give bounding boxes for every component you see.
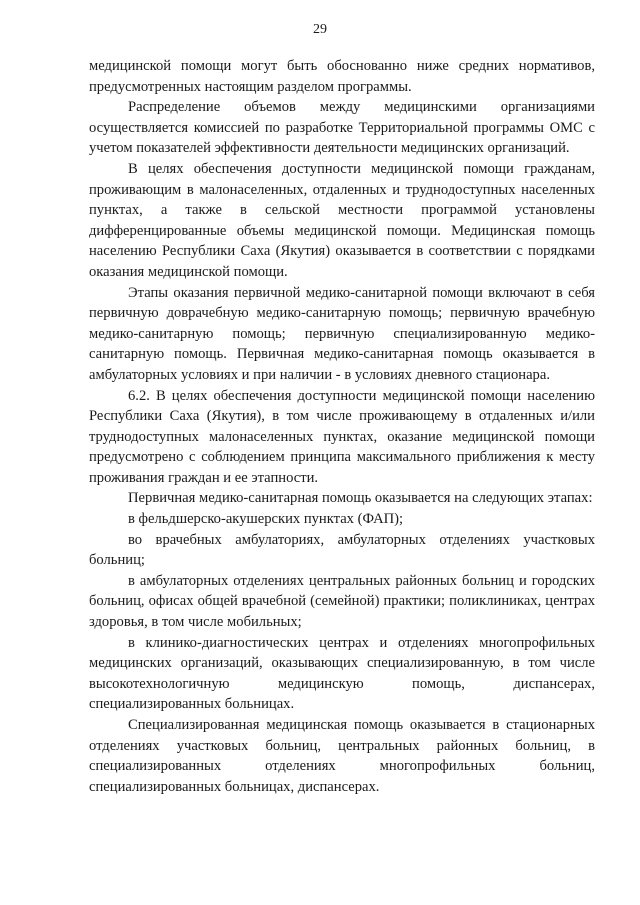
list-item: в клинико-диагностических центрах и отделениях многопрофильных медицинских организаций, оказывающих специализированную, в том числе высокотехнологичную медицинскую помощь, диспансерах, специализированных больницах. <box>89 634 595 713</box>
paragraph: Специализированная медицинская помощь оказывается в стационарных отделениях участковых больниц, центральных районных больниц, в специализированных отделениях многопрофильных больниц, специализированных больницах, диспансерах. <box>89 717 595 795</box>
paragraph: 6.2. В целях обеспечения доступности медицинской помощи населению Республики Саха (Якутия), в том числе проживающему в отдаленных и/или труднодоступных малонаселенных пунктах, оказание медицинской помощи предусмотрено с соблюдением принципа максимального приближения к месту проживания граждан и ее этапности. <box>89 387 595 486</box>
list-item: в амбулаторных отделениях центральных районных больниц и городских больниц, офисах общей врачебной (семейной) практики; поликлиниках, центрах здоровья, в том числе мобильных; <box>89 572 595 631</box>
paragraph: Распределение объемов между медицинскими организациями осуществляется комиссией по разработке Территориальной программы ОМС с учетом показателей эффективности деятельности медицинских организаций. <box>89 99 595 157</box>
paragraph: медицинской помощи могут быть обоснованно ниже средних нормативов, предусмотренных настоящим разделом программы. <box>89 58 595 95</box>
list-item: во врачебных амбулаториях, амбулаторных отделениях участковых больниц; <box>89 531 595 569</box>
list-item: в фельдшерско-акушерских пунктах (ФАП); <box>128 511 404 528</box>
paragraph: Первичная медико-санитарная помощь оказывается на следующих этапах: <box>128 490 593 507</box>
paragraph: В целях обеспечения доступности медицинской помощи гражданам, проживающим в малонаселенных, отдаленных и труднодоступных населенных пунктах, а также в сельской местности программой установлены дифференцированные объемы медицинской помощи. Медицинская помощь населению Республики Саха (Якутия) оказывается в соответствии с порядками оказания медицинской помощи. <box>89 160 595 280</box>
paragraph: Этапы оказания первичной медико-санитарной помощи включают в себя первичную доврачебную медико-санитарную помощь; первичную врачебную медико-санитарную помощь; первичную специализированную медико-санитарную помощь. Первичная медико-санитарная помощь оказывается в амбулаторных условиях и при наличии - в условиях дневного стационара. <box>89 284 595 383</box>
document-body <box>89 56 595 797</box>
page-number: 29 <box>313 22 327 37</box>
